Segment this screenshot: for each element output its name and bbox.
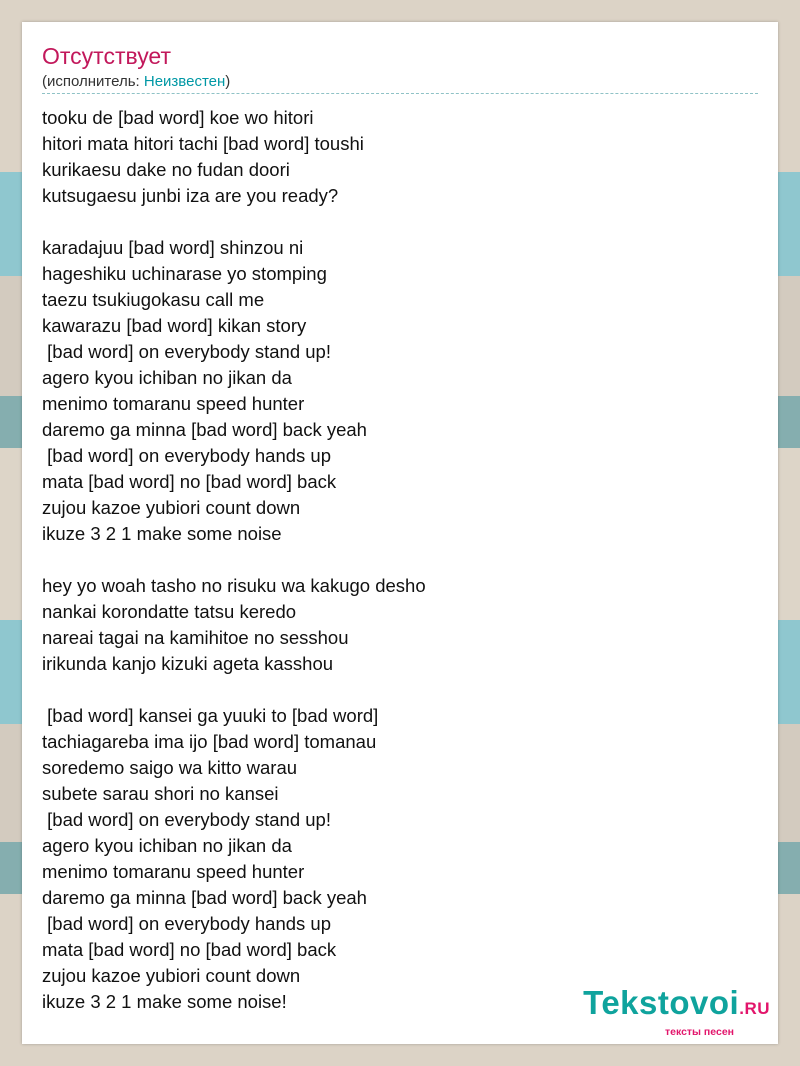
lyric-line (42, 209, 758, 235)
lyric-line: kurikaesu dake no fudan doori (42, 159, 290, 180)
lyric-line: tachiagareba ima ijo [bad word] tomanau (42, 731, 377, 752)
lyric-line: hageshiku uchinarase yo stomping (42, 263, 327, 284)
lyric-line: karadajuu [bad word] shinzou ni (42, 237, 304, 258)
lyric-line: nareai tagai na kamihitoe no sesshou (42, 627, 349, 648)
lyric-line: daremo ga minna [bad word] back yeah (42, 419, 367, 440)
lyric-line: [bad word] on everybody hands up (42, 913, 331, 934)
lyric-line: mata [bad word] no [bad word] back (42, 939, 337, 960)
lyric-line: [bad word] on everybody stand up! (42, 809, 331, 830)
lyric-line: irikunda kanjo kizuki ageta kasshou (42, 653, 334, 674)
lyric-line: kawarazu [bad word] kikan story (42, 315, 307, 336)
lyric-line: zujou kazoe yubiori count down (42, 965, 301, 986)
lyric-line: daremo ga minna [bad word] back yeah (42, 887, 367, 908)
artist-suffix: ) (225, 73, 231, 90)
logo-suffix: .RU (739, 999, 770, 1018)
song-title: Отсутствует (42, 43, 171, 69)
lyric-line: agero kyou ichiban no jikan da (42, 367, 292, 388)
logo-tagline: тексты песен (664, 1026, 734, 1038)
lyric-line: taezu tsukiugokasu call me (42, 289, 265, 310)
artist-link[interactable]: Неизвестен (143, 73, 226, 90)
lyric-line: tooku de [bad word] koe wo hitori (42, 107, 314, 128)
artist-line (42, 73, 230, 91)
lyric-line: [bad word] on everybody stand up! (42, 341, 331, 362)
site-logo[interactable] (583, 986, 770, 1038)
lyrics-body (42, 105, 758, 1015)
lyric-line: kutsugaesu junbi iza are you ready? (42, 185, 339, 206)
lyric-line: nankai korondatte tatsu keredo (42, 601, 297, 622)
lyric-line: ikuze 3 2 1 make some noise (42, 523, 282, 544)
lyric-line: hey yo woah tasho no risuku wa kakugo desho (42, 575, 426, 596)
lyric-line: menimo tomaranu speed hunter (42, 393, 305, 414)
lyric-line: hitori mata hitori tachi [bad word] toushi (42, 133, 364, 154)
lyric-line: [bad word] kansei ga yuuki to [bad word] (42, 705, 379, 726)
lyric-line: subete sarau shori no kansei (42, 783, 279, 804)
lyric-line: soredemo saigo wa kitto warau (42, 757, 298, 778)
lyric-line: [bad word] on everybody hands up (42, 445, 331, 466)
lyric-line: agero kyou ichiban no jikan da (42, 835, 292, 856)
artist-prefix: (исполнитель: (42, 73, 144, 90)
lyrics-card (22, 22, 778, 1044)
logo-name: Tekstovoi (583, 984, 740, 1021)
lyric-line (42, 547, 758, 573)
lyric-line: mata [bad word] no [bad word] back (42, 471, 337, 492)
lyric-line: zujou kazoe yubiori count down (42, 497, 301, 518)
lyric-line (42, 677, 758, 703)
lyric-line: ikuze 3 2 1 make some noise! (42, 991, 287, 1012)
lyric-line: menimo tomaranu speed hunter (42, 861, 305, 882)
divider (42, 93, 758, 94)
